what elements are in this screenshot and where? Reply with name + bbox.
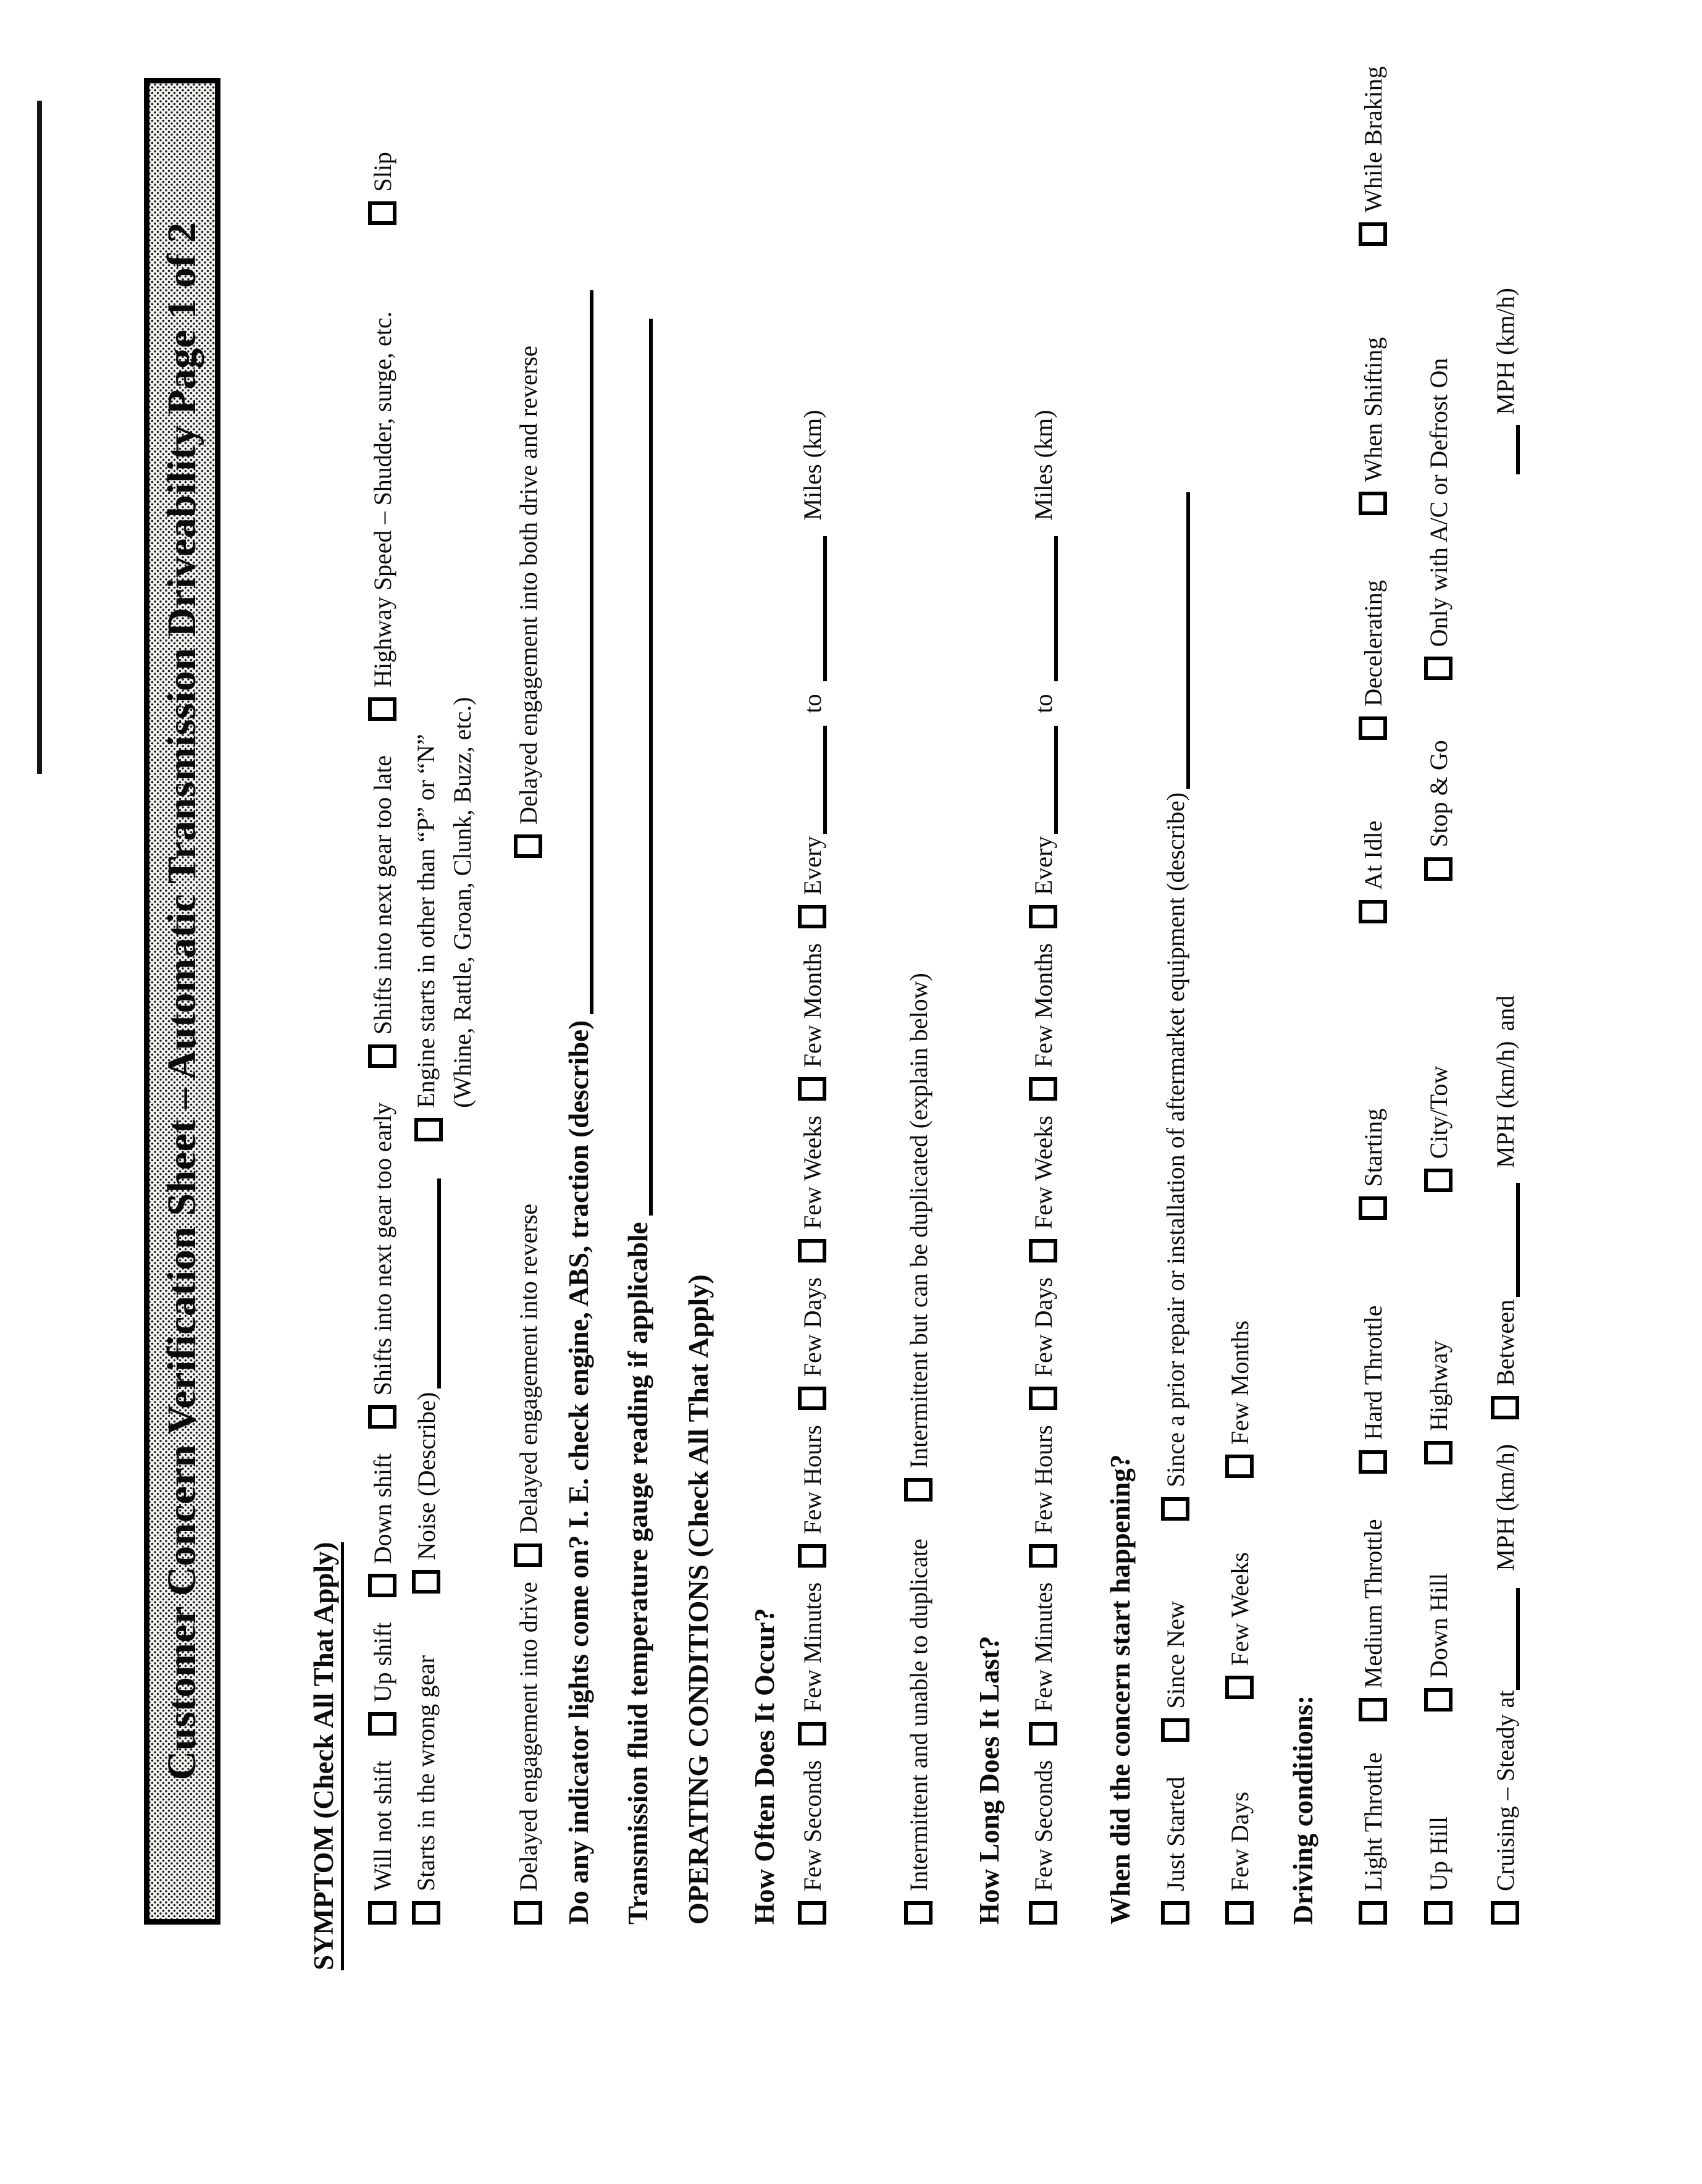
checkbox-just-started[interactable] <box>1161 1901 1189 1925</box>
option-when-shifting <box>1359 337 1388 515</box>
option-cruising-steady <box>1491 1690 1520 1925</box>
how-long-heading-text: How Long Does It Last? <box>974 1636 1005 1925</box>
option-label: Few Days <box>1225 1791 1254 1891</box>
option-slip <box>368 152 397 225</box>
form-title: Customer Concern Verification Sheet – Automatic Transmission Driveability Page 1 of 2 <box>159 222 204 1781</box>
option-label: Medium Throttle <box>1359 1519 1387 1689</box>
symptom-heading-text: SYMPTOM (Check All That Apply) <box>308 1542 344 1970</box>
option-between-speeds <box>1491 1300 1520 1419</box>
indicator-lights-row <box>561 290 597 1925</box>
blank-noise-describe[interactable] <box>411 1178 441 1388</box>
option-delayed-engagement-reverse <box>514 1204 543 1567</box>
checkbox-when-few-weeks[interactable] <box>1225 1676 1254 1699</box>
option-long-few-weeks <box>1029 1115 1058 1262</box>
checkbox-long-few-seconds[interactable] <box>1029 1901 1057 1925</box>
blank-indicator-lights-describe[interactable] <box>564 290 593 1014</box>
option-label: Highway Speed – Shudder, surge, etc. <box>368 311 396 687</box>
how-often-heading-text: How Often Does It Occur? <box>749 1608 780 1925</box>
blank-fluid-temperature-reading[interactable] <box>623 319 653 1216</box>
checkbox-often-few-weeks[interactable] <box>798 1239 826 1262</box>
blank-cruising-speed[interactable] <box>1490 1588 1520 1690</box>
option-often-few-weeks <box>798 1115 827 1262</box>
cruising-row <box>1487 288 1523 1925</box>
blank-between-to[interactable] <box>1490 425 1520 474</box>
option-label: While Braking <box>1359 66 1387 212</box>
scan-artifact-line <box>37 101 42 774</box>
checkbox-down-hill[interactable] <box>1424 1688 1453 1712</box>
operating-conditions-heading-text: OPERATING CONDITIONS (Check All That Apply) <box>682 1274 714 1925</box>
option-engine-starts-other-gear <box>411 697 477 1141</box>
option-often-few-seconds <box>798 1760 827 1925</box>
option-delayed-engagement-both <box>514 346 543 858</box>
fluid-temperature-row <box>620 319 656 1925</box>
option-label: Few Hours <box>798 1425 826 1534</box>
option-highway <box>1424 1340 1453 1464</box>
option-long-few-months <box>1029 943 1058 1101</box>
checkbox-often-few-hours[interactable] <box>798 1544 826 1568</box>
option-starting <box>1359 1109 1388 1220</box>
option-often-few-minutes <box>798 1582 827 1745</box>
option-label: Just Started <box>1161 1776 1189 1891</box>
engine-starts-text <box>411 697 477 1107</box>
when-start-row-1 <box>1157 492 1193 1925</box>
checkbox-at-idle[interactable] <box>1359 900 1387 923</box>
and-label: and <box>1491 995 1519 1031</box>
checkbox-starts-wrong-gear[interactable] <box>412 1901 440 1925</box>
checkbox-intermittent-unable[interactable] <box>904 1901 933 1925</box>
checkbox-only-ac-defrost[interactable] <box>1424 657 1453 680</box>
when-start-row-2 <box>1222 1321 1257 1925</box>
checkbox-long-few-minutes[interactable] <box>1029 1722 1057 1745</box>
option-label: Starting <box>1359 1108 1387 1187</box>
driving-conditions-heading-text: Driving conditions: <box>1288 1695 1318 1925</box>
option-long-few-seconds <box>1029 1760 1058 1925</box>
blank-long-every-to[interactable] <box>1028 536 1058 681</box>
checkbox-starting[interactable] <box>1359 1196 1387 1220</box>
option-highway-speed-shudder <box>368 311 397 721</box>
option-light-throttle <box>1359 1752 1388 1925</box>
option-label: Only with A/C or Defrost On <box>1424 358 1453 647</box>
checkbox-slip[interactable] <box>368 201 396 225</box>
option-label: Few Days <box>1029 1277 1057 1377</box>
to-label: to <box>1029 694 1057 713</box>
option-label: Decelerating <box>1359 580 1387 707</box>
option-label: Few Days <box>798 1277 826 1377</box>
option-label: Few Seconds <box>1029 1760 1057 1891</box>
option-label: Few Weeks <box>1225 1552 1254 1666</box>
blank-long-every-from[interactable] <box>1028 726 1058 834</box>
option-often-few-months <box>798 943 827 1101</box>
how-often-row <box>794 410 830 1925</box>
option-label: Intermittent and unable to duplicate <box>904 1539 933 1891</box>
option-often-few-hours <box>798 1425 827 1568</box>
miles-km-label: Miles (km) <box>798 410 826 521</box>
checkbox-since-new[interactable] <box>1161 1718 1189 1742</box>
checkbox-stop-and-go[interactable] <box>1424 857 1453 881</box>
checkbox-shifts-next-gear-too-early[interactable] <box>368 1405 396 1429</box>
checkbox-light-throttle[interactable] <box>1359 1901 1387 1925</box>
option-label: Up shift <box>368 1622 396 1703</box>
option-long-few-days <box>1029 1277 1058 1410</box>
checkbox-long-every[interactable] <box>1029 905 1057 928</box>
option-label: Since a prior repair or installation of aftermarket equipment (describe) <box>1161 792 1189 1488</box>
checkbox-delayed-engagement-both[interactable] <box>514 834 542 858</box>
checkbox-delayed-engagement-reverse[interactable] <box>514 1544 542 1567</box>
option-label: Few Weeks <box>798 1115 826 1230</box>
checkbox-hard-throttle[interactable] <box>1359 1450 1387 1474</box>
option-label: Delayed engagement into both drive and reverse <box>514 345 542 825</box>
option-label: Few Hours <box>1029 1425 1057 1534</box>
option-label: Few Weeks <box>1029 1115 1057 1230</box>
intermittent-row <box>900 973 936 1925</box>
option-label: Light Throttle <box>1359 1752 1387 1891</box>
miles-km-label: Miles (km) <box>1029 410 1057 521</box>
checkbox-between-speeds[interactable] <box>1491 1396 1519 1419</box>
option-hard-throttle <box>1359 1305 1388 1473</box>
option-label: Starts in the wrong gear <box>412 1655 440 1891</box>
option-label: Engine starts in other than “P” or “N” <box>412 734 440 1108</box>
checkbox-since-prior-repair[interactable] <box>1161 1497 1189 1521</box>
option-noise-describe <box>411 1178 441 1594</box>
option-label: Stop & Go <box>1424 740 1453 847</box>
option-when-few-months <box>1225 1321 1254 1478</box>
checkbox-city-tow[interactable] <box>1424 1169 1453 1192</box>
option-at-idle <box>1359 821 1388 923</box>
option-city-tow <box>1424 1066 1453 1193</box>
checkbox-often-every[interactable] <box>798 905 826 928</box>
checkbox-often-few-days[interactable] <box>798 1387 826 1410</box>
mph-label: MPH (km/h) <box>1491 1041 1519 1168</box>
checkbox-while-braking[interactable] <box>1359 222 1387 246</box>
option-label: City/Tow <box>1424 1065 1453 1159</box>
checkbox-often-few-minutes[interactable] <box>798 1722 826 1745</box>
checkbox-up-hill[interactable] <box>1424 1901 1453 1925</box>
checkbox-long-few-weeks[interactable] <box>1029 1239 1057 1262</box>
how-long-heading <box>973 1636 1005 1925</box>
checkbox-decelerating[interactable] <box>1359 716 1387 740</box>
symptom-row-2 <box>411 697 476 1925</box>
mph-label: MPH (km/h) <box>1491 288 1519 415</box>
option-label: Few Months <box>798 943 826 1068</box>
checkbox-often-few-seconds[interactable] <box>798 1901 826 1925</box>
option-up-hill <box>1424 1816 1453 1925</box>
checkbox-long-few-months[interactable] <box>1029 1077 1057 1101</box>
option-label: Up Hill <box>1424 1816 1453 1891</box>
option-label: Few Months <box>1029 943 1057 1068</box>
option-label: Every <box>1029 836 1057 896</box>
option-while-braking <box>1359 66 1388 246</box>
symptom-row-3 <box>510 346 546 1925</box>
option-intermittent-duplicated <box>904 973 933 1502</box>
how-long-row <box>1025 410 1061 1925</box>
fluid-temperature-question: Transmission fluid temperature gauge reading if applicable <box>623 1222 653 1925</box>
option-will-not-shift <box>368 1760 397 1925</box>
option-label: Since New <box>1161 1601 1189 1709</box>
option-up-shift <box>368 1622 397 1736</box>
option-label: Intermittent but can be duplicated (explain below) <box>904 973 933 1469</box>
option-label: At Idle <box>1359 820 1387 890</box>
option-shifts-next-gear-too-early <box>368 1102 397 1429</box>
option-starts-wrong-gear <box>411 1655 440 1925</box>
blank-prior-repair-describe[interactable] <box>1160 492 1190 789</box>
option-label: Few Seconds <box>798 1760 826 1891</box>
checkbox-medium-throttle[interactable] <box>1359 1698 1387 1721</box>
checkbox-noise[interactable] <box>412 1570 440 1594</box>
option-often-few-days <box>798 1277 827 1410</box>
option-down-hill <box>1424 1573 1453 1712</box>
option-stop-and-go <box>1424 740 1453 880</box>
blank-often-every-from[interactable] <box>797 726 827 834</box>
option-label-note: (Whine, Rattle, Groan, Clunk, Buzz, etc.) <box>448 697 476 1108</box>
form-title-banner <box>144 78 220 1925</box>
option-label: When Shifting <box>1359 337 1387 482</box>
checkbox-highway-speed-shudder[interactable] <box>368 697 396 721</box>
indicator-lights-question: Do any indicator lights come on? I. E. check engine, ABS, traction (describe) <box>563 1020 594 1925</box>
checkbox-cruising-steady[interactable] <box>1491 1901 1519 1925</box>
blank-between-from[interactable] <box>1490 1183 1520 1297</box>
checkbox-when-shifting[interactable] <box>1359 492 1387 515</box>
option-since-new <box>1161 1601 1190 1742</box>
option-label: Slip <box>368 152 396 192</box>
option-long-every <box>1029 836 1058 929</box>
checkbox-long-few-days[interactable] <box>1029 1387 1057 1410</box>
option-just-started <box>1161 1776 1190 1925</box>
checkbox-intermittent-duplicated[interactable] <box>904 1478 933 1502</box>
option-medium-throttle <box>1359 1519 1388 1722</box>
option-long-few-minutes <box>1029 1582 1058 1745</box>
option-label: Delayed engagement into drive <box>514 1582 542 1891</box>
option-when-few-weeks <box>1225 1552 1254 1699</box>
option-label: Will not shift <box>368 1760 396 1891</box>
option-label: Down shift <box>368 1453 396 1564</box>
operating-conditions-heading <box>682 1274 715 1925</box>
option-decelerating <box>1359 580 1388 739</box>
option-delayed-engagement-drive <box>514 1582 543 1925</box>
option-when-few-days <box>1225 1792 1254 1925</box>
option-label: Delayed engagement into reverse <box>514 1203 542 1534</box>
option-label: Few Months <box>1225 1320 1254 1445</box>
when-start-heading <box>1104 1455 1136 1925</box>
checkbox-when-few-months[interactable] <box>1225 1455 1254 1478</box>
mph-label: MPH (km/h) <box>1491 1443 1519 1571</box>
driving-row-1 <box>1355 66 1391 1925</box>
to-label: to <box>798 694 826 713</box>
option-since-prior-repair <box>1161 792 1190 1521</box>
checkbox-long-few-hours[interactable] <box>1029 1544 1057 1568</box>
option-label: Down Hill <box>1424 1573 1453 1678</box>
checkbox-will-not-shift[interactable] <box>368 1901 396 1925</box>
checkbox-often-few-months[interactable] <box>798 1077 826 1101</box>
checkbox-when-few-days[interactable] <box>1225 1901 1254 1925</box>
option-label: Hard Throttle <box>1359 1305 1387 1440</box>
option-shifts-next-gear-too-late <box>368 755 397 1068</box>
option-only-ac-defrost <box>1424 358 1453 681</box>
checkbox-up-shift[interactable] <box>368 1712 396 1736</box>
driving-row-2 <box>1420 358 1456 1925</box>
symptom-row-1 <box>364 152 400 1925</box>
option-label: Few Minutes <box>798 1582 826 1712</box>
option-label: Cruising – Steady at <box>1491 1690 1519 1891</box>
symptom-heading <box>308 1542 340 1970</box>
checkbox-engine-starts-other-gear[interactable] <box>414 1118 443 1141</box>
option-intermittent-unable <box>904 1539 933 1925</box>
option-often-every <box>798 836 827 929</box>
blank-often-every-to[interactable] <box>797 536 827 681</box>
when-start-heading-text: When did the concern start happening? <box>1105 1454 1136 1925</box>
how-often-heading <box>748 1608 781 1925</box>
option-label: Shifts into next gear too late <box>368 755 396 1035</box>
option-label: Shifts into next gear too early <box>368 1102 396 1396</box>
option-long-few-hours <box>1029 1425 1058 1568</box>
option-label: Every <box>798 836 826 896</box>
checkbox-down-shift[interactable] <box>368 1574 396 1597</box>
checkbox-shifts-next-gear-too-late[interactable] <box>368 1044 396 1068</box>
driving-conditions-heading <box>1287 1695 1319 1925</box>
checkbox-highway[interactable] <box>1424 1441 1453 1464</box>
option-label: Noise (Describe) <box>412 1392 440 1560</box>
option-label: Few Minutes <box>1029 1582 1057 1712</box>
option-label: Between <box>1491 1299 1519 1386</box>
checkbox-delayed-engagement-drive[interactable] <box>514 1901 542 1925</box>
option-down-shift <box>368 1453 397 1597</box>
option-label: Highway <box>1424 1340 1453 1431</box>
